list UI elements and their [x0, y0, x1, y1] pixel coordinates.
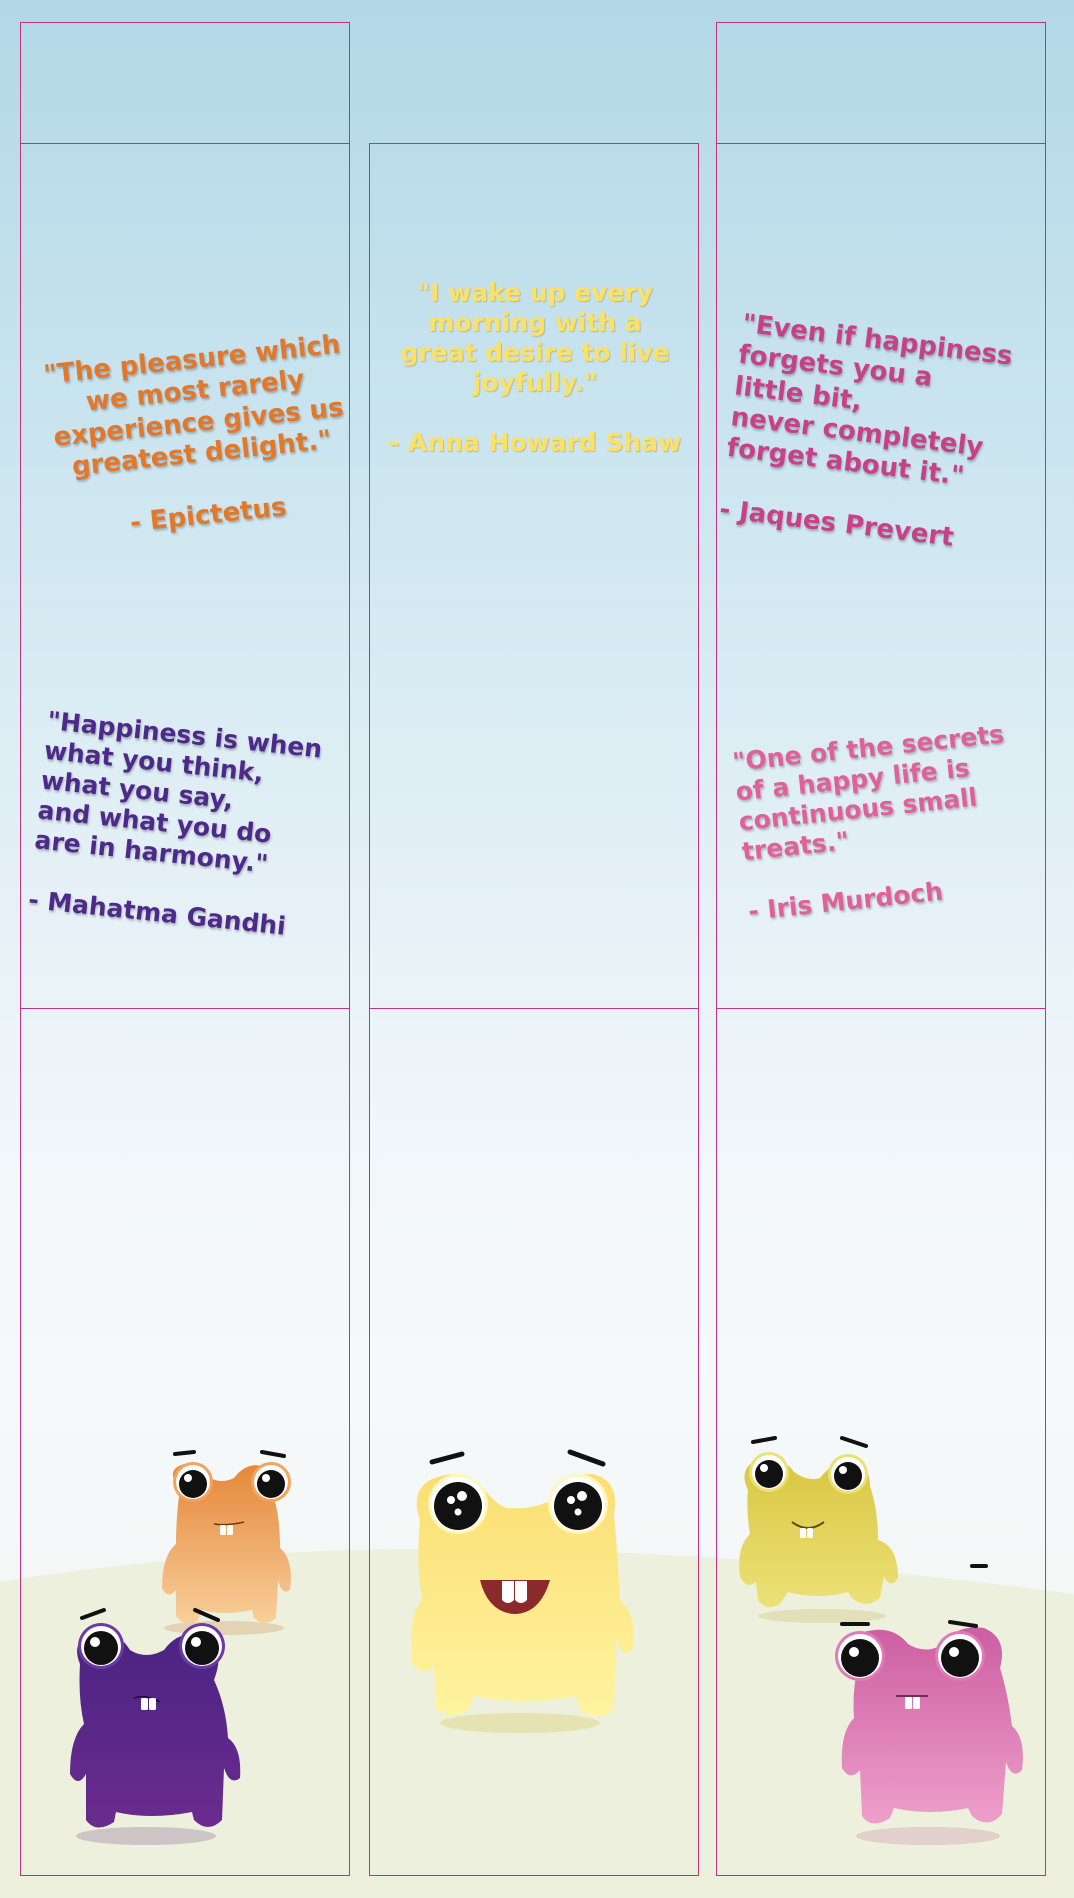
- quote-text: "I wake up every morning with a great desire to live joyfully.": [400, 278, 670, 397]
- quote-iris-murdoch: [728, 687, 1048, 927]
- quote-author: - Anna Howard Shaw: [388, 428, 682, 457]
- monster-pink: [812, 1558, 1042, 1848]
- quote-text: "Even if happiness forgets you a little bit, never completely forget about it.": [725, 308, 1015, 492]
- monster-purple: [30, 1598, 250, 1848]
- monster-yellow: [398, 1440, 678, 1740]
- quote-anna-howard-shaw: [380, 248, 690, 458]
- quote-author: - Mahatma Gandhi: [27, 884, 288, 941]
- quote-author: - Epictetus: [128, 492, 288, 539]
- quote-jaques-prevert: [718, 278, 1046, 562]
- quote-text: "Happiness is when what you think, what you say, and what you do are in harmony.": [33, 705, 324, 879]
- quote-epictetus: [38, 299, 359, 547]
- quote-author: - Jaques Prevert: [717, 494, 956, 554]
- quote-author: - Iris Murdoch: [746, 876, 945, 926]
- quote-text: "The pleasure which we most rarely experience gives us greatest delight.": [42, 329, 345, 482]
- quote-gandhi: [27, 676, 350, 946]
- quote-text: "One of the secrets of a happy life is continuous small treats.": [731, 719, 1006, 867]
